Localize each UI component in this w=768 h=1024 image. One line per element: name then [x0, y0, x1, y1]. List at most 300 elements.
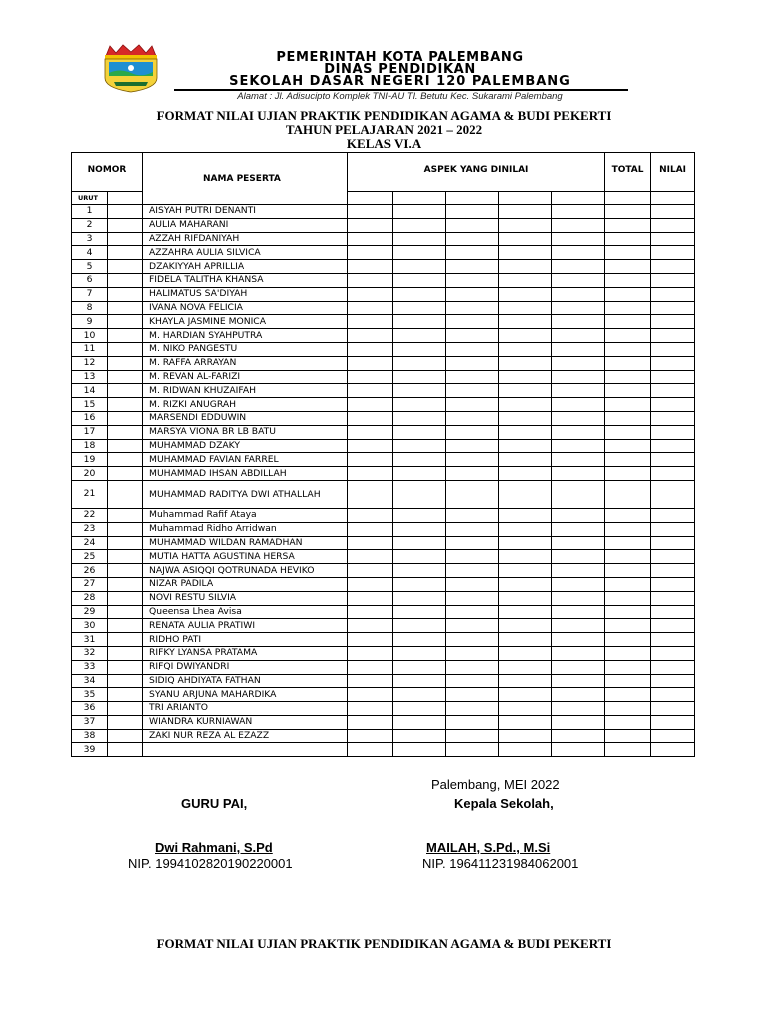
student-name: MUHAMMAD DZAKY — [143, 439, 348, 453]
header-total-cell — [605, 192, 651, 205]
letterhead-line-3: SEKOLAH DASAR NEGERI 120 PALEMBANG — [229, 74, 571, 89]
table-row — [72, 743, 695, 757]
nilai-cell — [651, 702, 695, 716]
nilai-cell — [651, 480, 695, 508]
row-number: 16 — [72, 411, 108, 425]
aspect-score-cell — [552, 715, 605, 729]
nilai-cell — [651, 439, 695, 453]
aspect-score-cell — [552, 342, 605, 356]
student-name: MUHAMMAD WILDAN RAMADHAN — [143, 536, 348, 550]
aspect-score-cell — [348, 605, 393, 619]
table-row — [72, 453, 695, 467]
aspect-score-cell — [499, 577, 552, 591]
total-cell — [605, 688, 651, 702]
total-cell — [605, 564, 651, 578]
aspect-score-cell — [348, 439, 393, 453]
aspect-score-cell — [393, 522, 446, 536]
table-row — [72, 591, 695, 605]
student-name: M. REVAN AL-FARIZI — [143, 370, 348, 384]
aspect-score-cell — [446, 218, 499, 232]
aspect-score-cell — [446, 467, 499, 481]
nilai-cell — [651, 660, 695, 674]
table-row — [72, 536, 695, 550]
row-blank-cell — [108, 702, 143, 716]
aspect-score-cell — [348, 508, 393, 522]
row-blank-cell — [108, 591, 143, 605]
aspect-score-cell — [552, 633, 605, 647]
aspect-score-cell — [348, 246, 393, 260]
row-blank-cell — [108, 564, 143, 578]
row-number: 34 — [72, 674, 108, 688]
aspect-score-cell — [552, 273, 605, 287]
aspect-score-cell — [446, 577, 499, 591]
header-nilai: NILAI — [651, 153, 695, 192]
total-cell — [605, 425, 651, 439]
nilai-cell — [651, 218, 695, 232]
total-cell — [605, 232, 651, 246]
aspect-score-cell — [552, 646, 605, 660]
nilai-cell — [651, 205, 695, 219]
total-cell — [605, 439, 651, 453]
table-row — [72, 287, 695, 301]
row-blank-cell — [108, 619, 143, 633]
row-number: 10 — [72, 329, 108, 343]
aspect-score-cell — [499, 273, 552, 287]
aspect-score-cell — [499, 619, 552, 633]
aspect-score-cell — [393, 564, 446, 578]
nilai-cell — [651, 674, 695, 688]
student-name: Queensa Lhea Avisa — [143, 605, 348, 619]
aspect-score-cell — [348, 536, 393, 550]
row-blank-cell — [108, 232, 143, 246]
student-name: MARSENDI EDDUWIN — [143, 411, 348, 425]
aspect-score-cell — [348, 315, 393, 329]
aspect-score-cell — [446, 453, 499, 467]
aspect-score-cell — [446, 688, 499, 702]
aspect-score-cell — [552, 550, 605, 564]
row-number: 3 — [72, 232, 108, 246]
aspect-score-cell — [393, 287, 446, 301]
aspect-score-cell — [393, 453, 446, 467]
row-blank-cell — [108, 273, 143, 287]
aspect-score-cell — [348, 564, 393, 578]
aspect-score-cell — [348, 729, 393, 743]
aspect-score-cell — [348, 591, 393, 605]
header-urut: URUT — [72, 192, 108, 205]
nilai-cell — [651, 287, 695, 301]
total-cell — [605, 605, 651, 619]
row-blank-cell — [108, 674, 143, 688]
total-cell — [605, 260, 651, 274]
aspect-score-cell — [393, 218, 446, 232]
student-name: Muhammad Rafif Ataya — [143, 508, 348, 522]
row-number: 21 — [72, 480, 108, 508]
row-number: 29 — [72, 605, 108, 619]
header-blank — [108, 192, 143, 205]
aspect-score-cell — [552, 246, 605, 260]
table-row — [72, 550, 695, 564]
aspect-score-cell — [348, 370, 393, 384]
aspect-score-cell — [552, 577, 605, 591]
nilai-cell — [651, 605, 695, 619]
aspect-score-cell — [348, 743, 393, 757]
aspect-score-cell — [446, 550, 499, 564]
total-cell — [605, 660, 651, 674]
right-signer-name: MAILAH, S.Pd., M.Si — [426, 840, 551, 855]
nilai-cell — [651, 715, 695, 729]
total-cell — [605, 550, 651, 564]
aspect-score-cell — [446, 633, 499, 647]
total-cell — [605, 287, 651, 301]
aspect-score-cell — [348, 273, 393, 287]
student-name: FIDELA TALITHA KHANSA — [143, 273, 348, 287]
table-row — [72, 205, 695, 219]
header-aspek-5 — [552, 192, 605, 205]
aspect-score-cell — [446, 315, 499, 329]
aspect-score-cell — [499, 591, 552, 605]
student-name: SIDIQ AHDIYATA FATHAN — [143, 674, 348, 688]
left-signer-role: GURU PAI, — [181, 796, 248, 811]
total-cell — [605, 467, 651, 481]
row-blank-cell — [108, 439, 143, 453]
total-cell — [605, 646, 651, 660]
aspect-score-cell — [552, 660, 605, 674]
table-row — [72, 425, 695, 439]
aspect-score-cell — [393, 342, 446, 356]
aspect-score-cell — [348, 646, 393, 660]
row-blank-cell — [108, 384, 143, 398]
row-blank-cell — [108, 315, 143, 329]
nilai-cell — [651, 384, 695, 398]
total-cell — [605, 273, 651, 287]
row-number: 19 — [72, 453, 108, 467]
total-cell — [605, 536, 651, 550]
aspect-score-cell — [499, 508, 552, 522]
letterhead-address: Alamat : Jl. Adisucipto Komplek TNI-AU Tl. Betutu Kec. Sukarami Palembang — [237, 91, 563, 102]
left-signer-name: Dwi Rahmani, S.Pd — [155, 840, 273, 855]
aspect-score-cell — [552, 702, 605, 716]
aspect-score-cell — [446, 729, 499, 743]
student-name: NOVI RESTU SILVIA — [143, 591, 348, 605]
aspect-score-cell — [348, 480, 393, 508]
nilai-cell — [651, 370, 695, 384]
aspect-score-cell — [446, 232, 499, 246]
aspect-score-cell — [393, 205, 446, 219]
aspect-score-cell — [552, 329, 605, 343]
aspect-score-cell — [393, 508, 446, 522]
aspect-score-cell — [348, 301, 393, 315]
table-row — [72, 480, 695, 508]
aspect-score-cell — [348, 384, 393, 398]
aspect-score-cell — [552, 536, 605, 550]
aspect-score-cell — [348, 467, 393, 481]
row-number: 5 — [72, 260, 108, 274]
total-cell — [605, 398, 651, 412]
student-name: AULIA MAHARANI — [143, 218, 348, 232]
row-blank-cell — [108, 605, 143, 619]
aspect-score-cell — [552, 301, 605, 315]
table-row — [72, 702, 695, 716]
student-name: MUHAMMAD RADITYA DWI ATHALLAH — [143, 480, 348, 508]
aspect-score-cell — [393, 329, 446, 343]
student-name: DZAKIYYAH APRILLIA — [143, 260, 348, 274]
nilai-cell — [651, 453, 695, 467]
aspect-score-cell — [552, 232, 605, 246]
aspect-score-cell — [348, 715, 393, 729]
aspect-score-cell — [446, 522, 499, 536]
aspect-score-cell — [552, 453, 605, 467]
nilai-cell — [651, 646, 695, 660]
aspect-score-cell — [499, 287, 552, 301]
aspect-score-cell — [499, 480, 552, 508]
right-signer-role: Kepala Sekolah, — [454, 796, 554, 811]
row-blank-cell — [108, 522, 143, 536]
row-blank-cell — [108, 536, 143, 550]
aspect-score-cell — [348, 550, 393, 564]
row-blank-cell — [108, 218, 143, 232]
row-blank-cell — [108, 633, 143, 647]
table-row — [72, 619, 695, 633]
aspect-score-cell — [446, 287, 499, 301]
aspect-score-cell — [348, 218, 393, 232]
aspect-score-cell — [446, 619, 499, 633]
row-number: 4 — [72, 246, 108, 260]
aspect-score-cell — [348, 633, 393, 647]
aspect-score-cell — [446, 715, 499, 729]
header-aspek: ASPEK YANG DINILAI — [348, 153, 605, 192]
header-aspek-1 — [348, 192, 393, 205]
student-name: MARSYA VIONA BR LB BATU — [143, 425, 348, 439]
student-name: M. RAFFA ARRAYAN — [143, 356, 348, 370]
aspect-score-cell — [446, 508, 499, 522]
aspect-score-cell — [499, 729, 552, 743]
header-nama-peserta: NAMA PESERTA — [143, 153, 348, 205]
total-cell — [605, 577, 651, 591]
total-cell — [605, 411, 651, 425]
aspect-score-cell — [499, 425, 552, 439]
total-cell — [605, 702, 651, 716]
aspect-score-cell — [446, 356, 499, 370]
row-number: 33 — [72, 660, 108, 674]
aspect-score-cell — [348, 287, 393, 301]
row-number: 1 — [72, 205, 108, 219]
aspect-score-cell — [393, 536, 446, 550]
table-row — [72, 522, 695, 536]
aspect-score-cell — [393, 550, 446, 564]
table-row — [72, 260, 695, 274]
aspect-score-cell — [499, 205, 552, 219]
aspect-score-cell — [446, 536, 499, 550]
nilai-cell — [651, 356, 695, 370]
aspect-score-cell — [499, 411, 552, 425]
left-signer-nip: NIP. 199410282019022000​1 — [128, 856, 293, 871]
nilai-cell — [651, 273, 695, 287]
student-name: M. RIZKI ANUGRAH — [143, 398, 348, 412]
aspect-score-cell — [499, 605, 552, 619]
aspect-score-cell — [499, 398, 552, 412]
aspect-score-cell — [348, 674, 393, 688]
row-blank-cell — [108, 646, 143, 660]
table-row — [72, 508, 695, 522]
aspect-score-cell — [446, 384, 499, 398]
total-cell — [605, 205, 651, 219]
table-row — [72, 398, 695, 412]
row-number: 8 — [72, 301, 108, 315]
total-cell — [605, 329, 651, 343]
nilai-cell — [651, 246, 695, 260]
row-blank-cell — [108, 688, 143, 702]
student-name: RIDHO PATI — [143, 633, 348, 647]
row-blank-cell — [108, 370, 143, 384]
total-cell — [605, 591, 651, 605]
aspect-score-cell — [446, 702, 499, 716]
aspect-score-cell — [446, 273, 499, 287]
row-number: 30 — [72, 619, 108, 633]
total-cell — [605, 743, 651, 757]
student-name: M. RIDWAN KHUZAIFAH — [143, 384, 348, 398]
table-row — [72, 329, 695, 343]
student-name: MUHAMMAD IHSAN ABDILLAH — [143, 467, 348, 481]
aspect-score-cell — [393, 356, 446, 370]
total-cell — [605, 315, 651, 329]
aspect-score-cell — [446, 564, 499, 578]
aspect-score-cell — [499, 453, 552, 467]
row-number: 36 — [72, 702, 108, 716]
header-aspek-2 — [393, 192, 446, 205]
aspect-score-cell — [393, 646, 446, 660]
student-name: WIANDRA KURNIAWAN — [143, 715, 348, 729]
aspect-score-cell — [446, 260, 499, 274]
aspect-score-cell — [499, 439, 552, 453]
aspect-score-cell — [393, 260, 446, 274]
aspect-score-cell — [552, 218, 605, 232]
aspect-score-cell — [348, 453, 393, 467]
aspect-score-cell — [446, 605, 499, 619]
row-number: 22 — [72, 508, 108, 522]
row-number: 2 — [72, 218, 108, 232]
student-name: KHAYLA JASMINE MONICA — [143, 315, 348, 329]
aspect-score-cell — [552, 743, 605, 757]
letterhead-line-1: PEMERINTAH KOTA PALEMBANG — [276, 50, 524, 65]
table-row — [72, 467, 695, 481]
aspect-score-cell — [446, 674, 499, 688]
row-number: 38 — [72, 729, 108, 743]
student-name: ZAKI NUR REZA AL EZAZZ — [143, 729, 348, 743]
student-name: IVANA NOVA FELICIA — [143, 301, 348, 315]
aspect-score-cell — [393, 729, 446, 743]
nilai-cell — [651, 591, 695, 605]
student-name — [143, 743, 348, 757]
aspect-score-cell — [499, 342, 552, 356]
nilai-cell — [651, 425, 695, 439]
aspect-score-cell — [499, 232, 552, 246]
aspect-score-cell — [393, 301, 446, 315]
aspect-score-cell — [446, 480, 499, 508]
nilai-cell — [651, 522, 695, 536]
aspect-score-cell — [552, 674, 605, 688]
letterhead — [170, 52, 630, 103]
aspect-score-cell — [552, 315, 605, 329]
aspect-score-cell — [499, 660, 552, 674]
row-number: 7 — [72, 287, 108, 301]
aspect-score-cell — [552, 398, 605, 412]
aspect-score-cell — [348, 660, 393, 674]
aspect-score-cell — [552, 564, 605, 578]
aspect-score-cell — [393, 480, 446, 508]
nilai-cell — [651, 508, 695, 522]
nilai-cell — [651, 260, 695, 274]
aspect-score-cell — [393, 232, 446, 246]
aspect-score-cell — [499, 218, 552, 232]
table-row — [72, 315, 695, 329]
aspect-score-cell — [499, 715, 552, 729]
aspect-score-cell — [348, 425, 393, 439]
table-row — [72, 384, 695, 398]
aspect-score-cell — [552, 688, 605, 702]
total-cell — [605, 246, 651, 260]
aspect-score-cell — [348, 260, 393, 274]
row-number: 31 — [72, 633, 108, 647]
aspect-score-cell — [446, 329, 499, 343]
nilai-cell — [651, 398, 695, 412]
table-row — [72, 577, 695, 591]
nilai-cell — [651, 577, 695, 591]
table-row — [72, 342, 695, 356]
header-aspek-4 — [499, 192, 552, 205]
aspect-score-cell — [499, 688, 552, 702]
student-name: SYANU ARJUNA MAHARDIKA — [143, 688, 348, 702]
aspect-score-cell — [393, 660, 446, 674]
row-number: 28 — [72, 591, 108, 605]
aspect-score-cell — [552, 439, 605, 453]
aspect-score-cell — [499, 384, 552, 398]
aspect-score-cell — [393, 246, 446, 260]
header-nilai-cell — [651, 192, 695, 205]
aspect-score-cell — [446, 370, 499, 384]
aspect-score-cell — [393, 702, 446, 716]
aspect-score-cell — [552, 508, 605, 522]
row-blank-cell — [108, 508, 143, 522]
aspect-score-cell — [446, 425, 499, 439]
aspect-score-cell — [393, 384, 446, 398]
row-blank-cell — [108, 287, 143, 301]
aspect-score-cell — [499, 633, 552, 647]
letterhead-line-2: DINAS PENDIDIKAN — [324, 62, 476, 77]
row-blank-cell — [108, 301, 143, 315]
aspect-score-cell — [393, 273, 446, 287]
table-row — [72, 660, 695, 674]
palembang-emblem-icon — [100, 44, 162, 94]
row-number: 6 — [72, 273, 108, 287]
aspect-score-cell — [499, 550, 552, 564]
row-blank-cell — [108, 467, 143, 481]
aspect-score-cell — [348, 205, 393, 219]
row-number: 37 — [72, 715, 108, 729]
aspect-score-cell — [348, 398, 393, 412]
total-cell — [605, 508, 651, 522]
row-blank-cell — [108, 715, 143, 729]
aspect-score-cell — [499, 522, 552, 536]
row-blank-cell — [108, 398, 143, 412]
student-name: NAJWA ASIQQI QOTRUNADA HEVIKO — [143, 564, 348, 578]
aspect-score-cell — [348, 342, 393, 356]
student-name: TRI ARIANTO — [143, 702, 348, 716]
total-cell — [605, 480, 651, 508]
table-row — [72, 439, 695, 453]
aspect-score-cell — [499, 356, 552, 370]
document-title-block — [0, 109, 768, 151]
aspect-score-cell — [499, 370, 552, 384]
